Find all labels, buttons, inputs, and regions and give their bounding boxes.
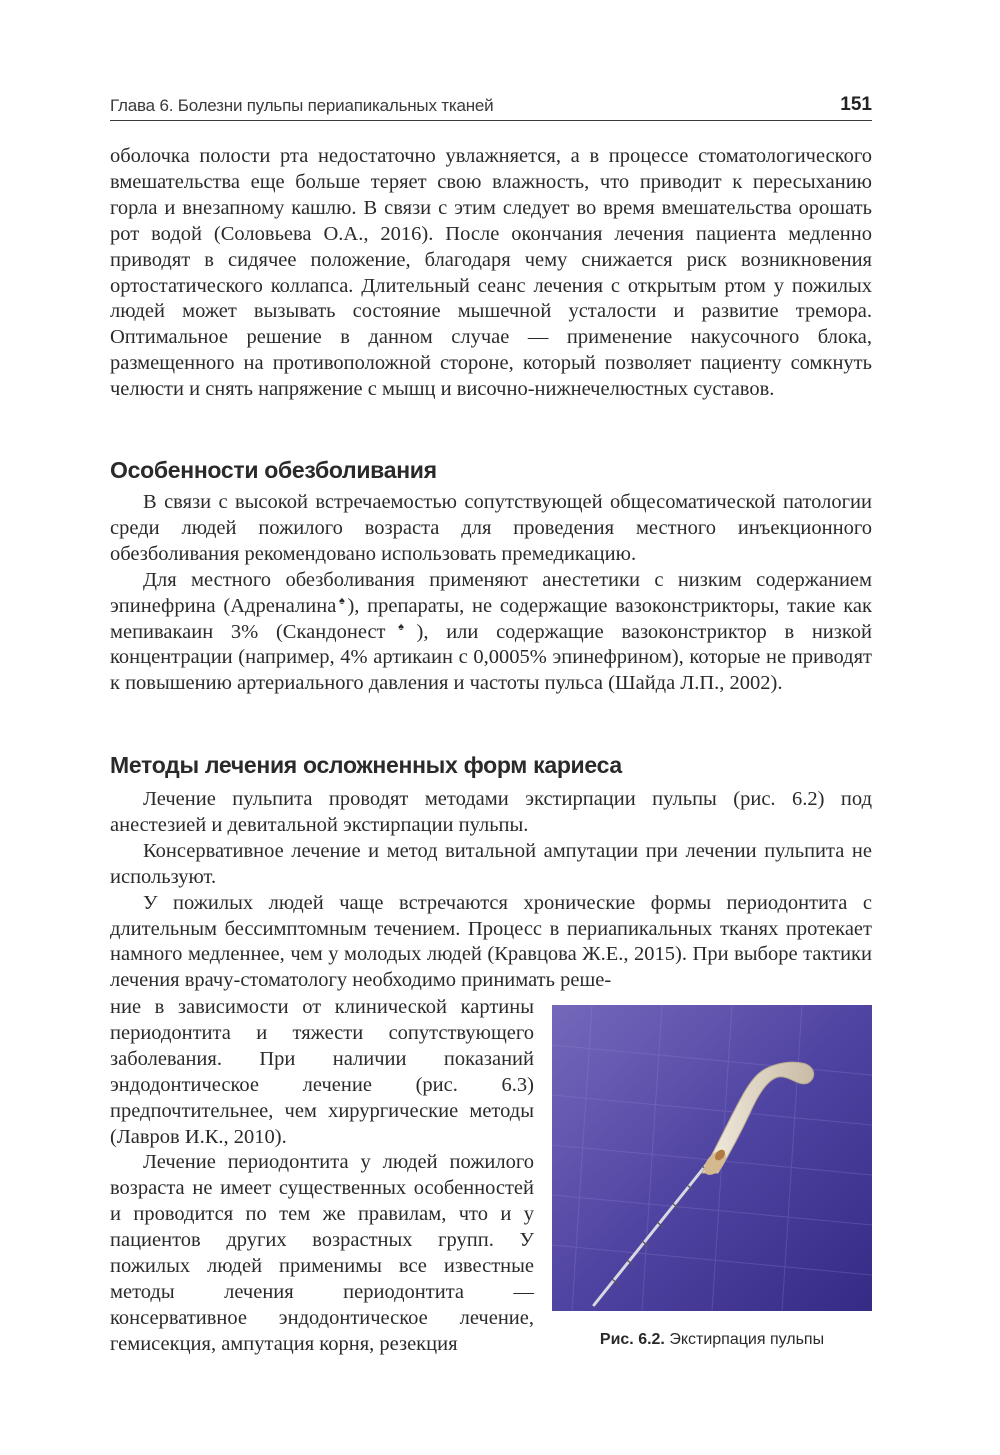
treatment-paragraph-2: Консервативное лечение и метод витальной ампутации при лечении пульпита не используют. <box>110 839 872 888</box>
figure-caption <box>552 1327 872 1353</box>
section-treatment-text <box>110 787 872 994</box>
treatment-paragraph-3: У пожилых людей чаще встречаются хронические формы периодонтита с длительным бессимптомным течением. Процесс в периапикальных тканях протекает намного медленнее, чем у молодых людей (Кравцова Ж.Е., 2015). При выборе тактики лечения врачу-стоматологу необходимо принимать реше- <box>110 891 872 992</box>
treatment-wrap-area <box>110 995 872 1375</box>
trademark-mark: ♠ <box>336 594 348 607</box>
treatment-paragraph-1: Лечение пульпита проводят методами экстирпации пульпы (рис. 6.2) под анестезией и девитальной экстирпации пульпы. <box>110 788 872 836</box>
figure-caption-text: Экстирпация пульпы <box>669 1331 825 1348</box>
anesthesia-paragraph-2 <box>110 568 872 698</box>
running-header <box>110 92 872 121</box>
figure-6-2 <box>552 1005 872 1375</box>
figure-label: Рис. 6.2. <box>599 1331 665 1348</box>
section-heading-treatment: Методы лечения осложненных форм кариеса <box>110 752 622 778</box>
text-segment: Для местного обезболивания применяют анестетики с низким содержанием эпинефрина (Адреналина <box>110 568 872 617</box>
treatment-paragraph-3-continued: ние в зависимости от клинической картины периодонтита и тяжести сопутствующего заболевания. При наличии показаний эндодонтическое лечение (рис. 6.3) предпочтительнее, чем хирургические методы (Лавров И.К., 2010). <box>110 996 534 1148</box>
trademark-mark: ♠ <box>385 620 417 633</box>
text-segment: ), препараты, не содержащие вазоконстрикторы, такие как мепивакаин 3% (Скандонест <box>110 594 872 643</box>
pulp-extirpation-image <box>552 1005 872 1311</box>
intro-text <box>110 144 872 403</box>
chapter-title: Глава 6. Болезни пульпы периапикальных тканей <box>110 96 494 115</box>
text-segment: ), или содержащие вазоконстриктор в низкой концентрации (например, 4% артикаин с 0,0005% эпинефрином), которые не приводят к повышению артериального давления и частоты пульса (Шайда Л.П., 2002). <box>110 620 873 695</box>
page-number: 151 <box>840 94 872 115</box>
section-heading-anesthesia: Особенности обезболивания <box>110 457 437 483</box>
anesthesia-paragraph-1: В связи с высокой встречаемостью сопутствующей общесоматической патологии среди людей пожилого возраста для проведения местного инъекционного обезболивания рекомендовано использовать премедикацию. <box>110 491 872 565</box>
pulp-extirpation-photo <box>552 1005 872 1311</box>
section-anesthesia-text <box>110 490 872 697</box>
treatment-paragraph-4: Лечение периодонтита у людей пожилого возраста не имеет существенных особенностей и проводится по тем же правилам, что и у пациентов других возрастных групп. У пожилых людей применимы все известные методы лечения периодонтита — консервативное эндодонтическое лечение, гемисекция, ампутация корня, резекция <box>110 1151 534 1355</box>
intro-paragraph: оболочка полости рта недостаточно увлажняется, а в процессе стоматологического вмешательства еще больше теряет свою влажность, что приводит к пересыханию горла и внезапному кашлю. В связи с этим следует во время вмешательства орошать рот водой (Соловьева О.А., 2016). После окончания лечения пациента медленно приводят в сидячее положение, благодаря чему снижается риск возникновения ортостатического коллапса. Длительный сеанс лечения с открытым ртом у пожилых людей может вызывать состояние мышечной усталости и развитие тремора. Оптимальное решение в данном случае — применение накусочного блока, размещенного на противоположной стороне, который позволяет пациенту сомкнуть челюсти и снять напряжение с мышц и височно-нижнечелюстных суставов. <box>110 145 872 401</box>
